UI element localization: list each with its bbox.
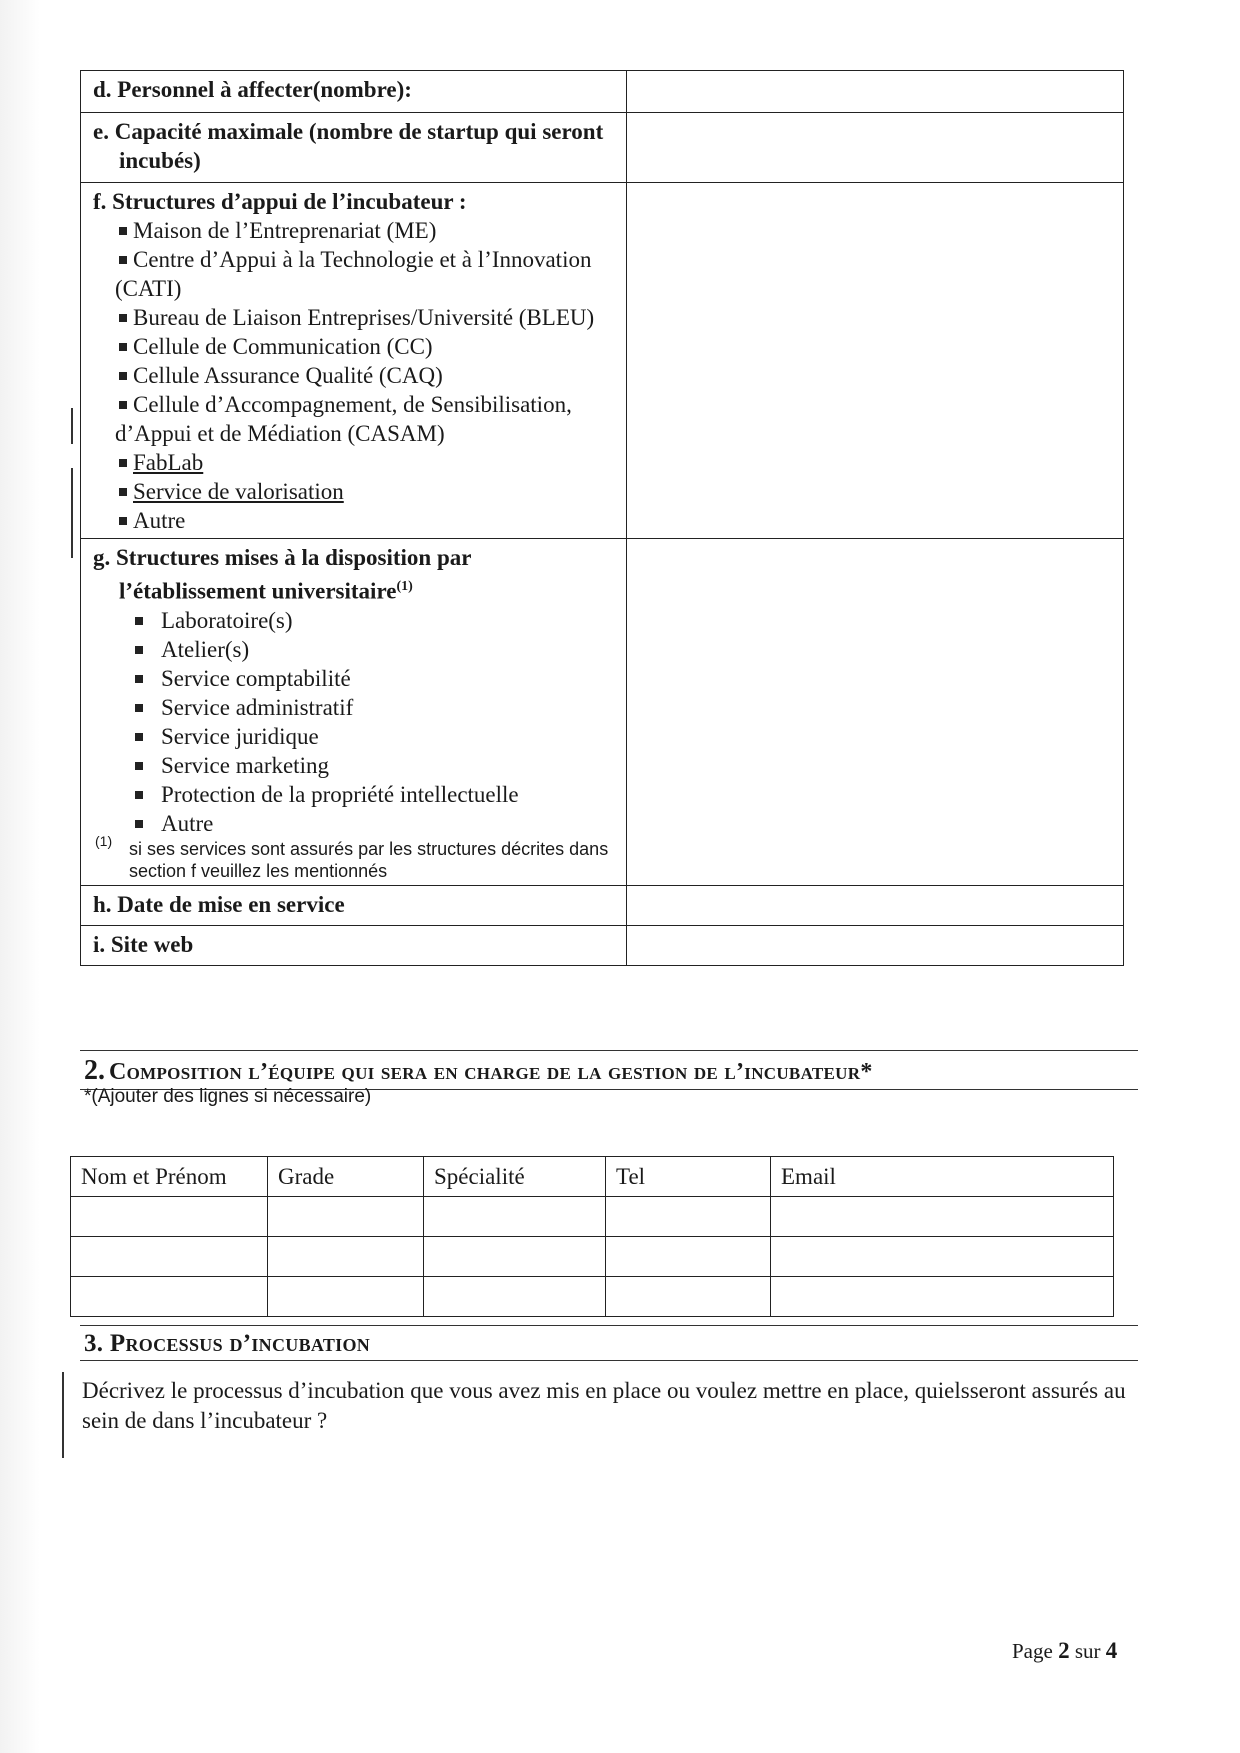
list-item: Service marketing: [91, 751, 616, 780]
list-item: Atelier(s): [91, 635, 616, 664]
support-structures-label: f. Structures d’appui de l’incubateur :: [93, 189, 467, 214]
list-item: Cellule d’Accompagnement, de Sensibilisation, d’Appui et de Médiation (CASAM): [115, 392, 572, 446]
table-header-row: [71, 1157, 1114, 1197]
bullet-icon: [119, 401, 127, 409]
website-label: i. Site web: [93, 931, 194, 957]
column-header: Tel: [606, 1157, 771, 1197]
footnote-marker: (1): [396, 579, 413, 594]
footnote: (1) si ses services sont assurés par les structures décrites dans section f veuillez les mentionnés: [95, 832, 609, 881]
service-date-value[interactable]: [627, 885, 1124, 925]
form-row-h: [81, 885, 1124, 925]
team-table: [70, 1156, 1114, 1317]
list-item: Service juridique: [91, 722, 616, 751]
personnel-value[interactable]: [627, 71, 1124, 113]
section-3-title: 3. Processus d’incubation: [84, 1330, 371, 1357]
support-structures-list: [91, 216, 616, 535]
table-row: [71, 1237, 1114, 1277]
scan-edge: [0, 0, 40, 1753]
column-header: Nom et Prénom: [71, 1157, 268, 1197]
add-lines-note: *(Ajouter des lignes si nécessaire): [84, 1086, 372, 1107]
capacity-label: e. Capacité maximale (nombre de startup qui seront incubés): [93, 119, 604, 173]
bullet-icon: [135, 791, 143, 799]
bullet-icon: [119, 372, 127, 380]
list-item: Laboratoire(s): [91, 606, 616, 635]
incubation-process-question: Décrivez le processus d’incubation que vous avez mis en place ou voulez mettre en place, quielsseront assurés au sein de dans l’incubateur ?: [82, 1378, 1126, 1433]
bullet-icon: [135, 762, 143, 770]
form-row-d: [81, 71, 1124, 113]
list-item: Cellule Assurance Qualité (CAQ): [115, 361, 616, 390]
column-header: Grade: [268, 1157, 424, 1197]
bullet-icon: [135, 617, 143, 625]
form-row-g: [81, 539, 1124, 886]
service-date-label: h. Date de mise en service: [93, 891, 345, 917]
section-2-title: Composition l’équipe qui sera en charge de la gestion de l’incubateur*: [109, 1059, 873, 1085]
column-header: Spécialité: [424, 1157, 606, 1197]
list-item: Maison de l’Entreprenariat (ME): [115, 216, 616, 245]
section-2-heading: 2. Composition l’équipe qui sera en charge de la gestion de l’incubateur*: [80, 1050, 1138, 1090]
page-number: Page 2 sur 4: [1012, 1638, 1118, 1663]
margin-mark: [62, 1372, 64, 1458]
bullet-icon: [135, 675, 143, 683]
list-item: Service administratif: [91, 693, 616, 722]
bullet-icon: [119, 488, 127, 496]
university-structures-list: [91, 606, 616, 838]
university-structures-value[interactable]: [627, 539, 1124, 886]
bullet-icon: [119, 256, 127, 264]
margin-mark: [71, 468, 73, 558]
list-item: Protection de la propriété intellectuelle: [91, 780, 616, 809]
list-item: Cellule de Communication (CC): [115, 332, 616, 361]
bullet-icon: [135, 820, 143, 828]
form-row-f: [81, 183, 1124, 539]
bullet-icon: [135, 733, 143, 741]
personnel-label: d. Personnel à affecter(nombre):: [93, 77, 412, 102]
bullet-icon: [119, 343, 127, 351]
table-row: [71, 1277, 1114, 1317]
list-item: Service de valorisation: [115, 477, 616, 506]
table-row: [71, 1197, 1114, 1237]
list-item: FabLab: [115, 448, 616, 477]
list-item: Bureau de Liaison Entreprises/Université (BLEU): [115, 303, 616, 332]
bullet-icon: [119, 314, 127, 322]
list-item: Service comptabilité: [91, 664, 616, 693]
form-row-i: [81, 925, 1124, 965]
list-item: Centre d’Appui à la Technologie et à l’Innovation (CATI): [115, 247, 592, 301]
list-item: Autre: [115, 506, 616, 535]
bullet-icon: [119, 517, 127, 525]
column-header: Email: [771, 1157, 1114, 1197]
university-structures-label: g. Structures mises à la disposition par l’établissement universitaire$^{(1)}$: [93, 545, 472, 604]
capacity-value[interactable]: [627, 113, 1124, 183]
form-row-e: [81, 113, 1124, 183]
bullet-icon: [119, 459, 127, 467]
bullet-icon: [135, 704, 143, 712]
bullet-icon: [119, 227, 127, 235]
support-structures-value[interactable]: [627, 183, 1124, 539]
section-3-heading: [80, 1325, 1138, 1361]
list-item: Autre: [91, 809, 616, 838]
website-value[interactable]: [627, 925, 1124, 965]
bullet-icon: [135, 646, 143, 654]
incubator-form-table: [80, 70, 1124, 966]
margin-mark: [71, 408, 73, 444]
